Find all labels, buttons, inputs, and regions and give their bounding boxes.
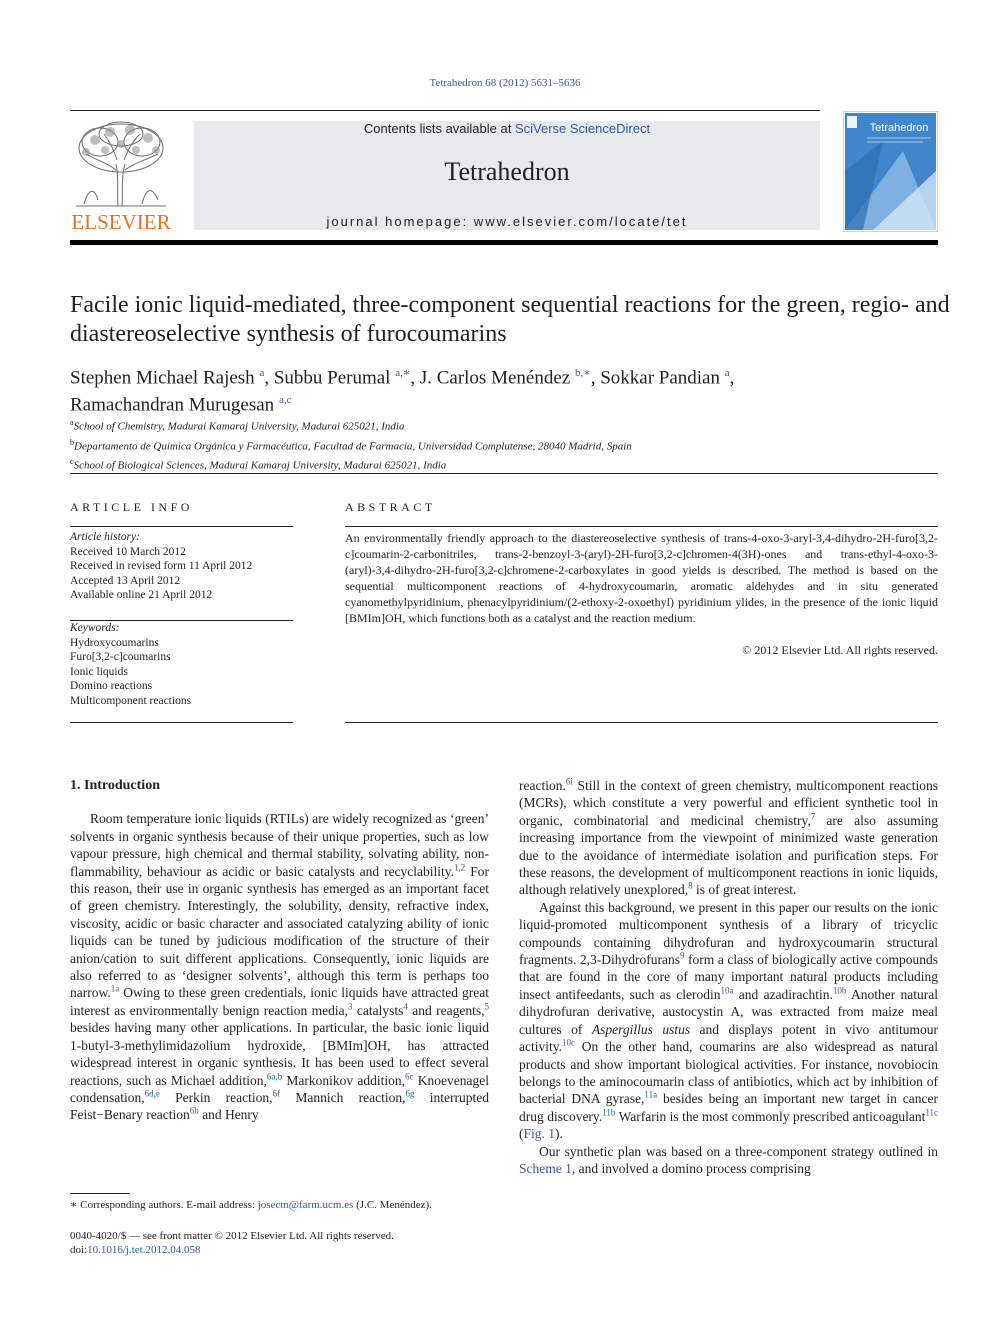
article-info-rule — [70, 526, 293, 527]
citation-ref[interactable]: 1,2 — [454, 862, 466, 873]
history-item: Accepted 13 April 2012 — [70, 574, 181, 587]
front-matter-info — [70, 1229, 500, 1257]
elsevier-wordmark: ELSEVIER — [71, 210, 171, 232]
citation-ref[interactable]: 9 — [680, 950, 685, 961]
citation-ref[interactable]: 5 — [484, 1001, 489, 1012]
doi-line: doi:10.1016/j.tet.2012.04.058 — [70, 1244, 201, 1256]
article-info-rule — [70, 722, 293, 723]
keyword: Domino reactions — [70, 680, 153, 692]
abstract-text: An environmentally friendly approach to the diastereoselective synthesis of trans-4-oxo-3-aryl-3,4-dihydro-2H-furo[3,2-c]coumarin-2-carbonitriles, trans-2-benzoyl-3-(aryl)-2H-furo[3,2-c]chromen-4(3H)-ones and trans-ethyl-4-oxo-3-(aryl)-3,4-dihydro-2H-furo[3,2-c]chromene-2-carboxylates in good yields is described. The method is based on the sequential multicomponent reactions of 4-hydroxycoumarin, aromatic aldehydes and in situ generated cyanomethylpyridinium, phenacylpyridinium/(2-ethoxy-2-oxoethyl) pyridinium ylides, in the presence of the ionic liquid [BMIm]OH, which functions both as a catalyst and the reaction medium. — [345, 531, 938, 625]
email-link[interactable]: josecm@farm.ucm.es — [257, 1199, 354, 1211]
citation-ref[interactable]: 6d,e — [144, 1088, 160, 1099]
keyword: Multicomponent reactions — [70, 694, 192, 707]
keywords-block — [70, 621, 300, 708]
abstract-rule — [345, 526, 938, 527]
citation-ref[interactable]: 10b — [832, 985, 847, 996]
article-title: Facile ionic liquid-mediated, three-component sequential reactions for the green, regio- and diastereoselective synthesis of furocoumarins — [70, 292, 950, 347]
figure-ref-link[interactable]: Fig. 1 — [523, 1126, 556, 1142]
journal-homepage[interactable]: journal homepage: www.elsevier.com/locate/tet — [326, 214, 688, 229]
citation-ref[interactable]: 6h — [189, 1105, 199, 1116]
citation-ref[interactable]: 6a,b — [266, 1071, 283, 1081]
cover-title: Tetrahedron — [869, 122, 929, 134]
author-name[interactable]: J. Carlos Menéndez — [419, 367, 571, 389]
citation-ref[interactable]: 6g — [405, 1088, 415, 1099]
section-rule — [70, 473, 938, 474]
history-item: Available online 21 April 2012 — [70, 589, 213, 601]
citation-ref[interactable]: 3 — [347, 1001, 353, 1012]
body-column-left — [70, 777, 489, 1124]
abstract-heading: ABSTRACT — [345, 500, 436, 514]
author-affil-marker[interactable]: a,c — [278, 394, 292, 407]
citation-ref[interactable]: 11a — [644, 1089, 658, 1100]
journal-citation[interactable]: Tetrahedron 68 (2012) 5631–5636 — [429, 77, 581, 89]
body-column-right — [519, 777, 938, 1177]
body-paragraph: Against this background, we present in this paper our results on the ionic liquid-promoted multicomponent synthesis of a library of tricyclic compounds containing dihydrofuran and hydroxycoumarin structural fragments. 2,3-Dihydrofurans$^9$ form a class of biologically active compounds that are found in the core of many important natural products including insect antifeedants, such as clerodin$^{10a}$ and azadirachtin.$^{10b}$ Another natural dihydrofuran derivative, austocystin A, was extracted from maize meal cultures of Aspergillus ustus and displays potent in vivo antitumour activity.$^{10c}$ On the other hand, coumarins are also widespread as natural products and show important biological activities. For instance, novobiocin belongs to the aminocoumarin class of antibiotics, which act by inhibition of bacterial DNA gyrase,$^{11a}$ besides being an important new target in cancer drug discovery.$^{11b}$ Warfarin is the most commonly prescribed anticoagulant$^{11c}$ (Fig. 1). — [519, 899, 939, 1142]
figure-ref-link[interactable]: Scheme 1 — [519, 1160, 572, 1176]
header-rule — [70, 110, 820, 111]
journal-cover[interactable] — [843, 111, 938, 232]
sciencedirect-link[interactable]: SciVerse ScienceDirect — [514, 121, 651, 136]
history-item: Received 10 March 2012 — [70, 545, 186, 558]
elsevier-tree-icon — [70, 120, 172, 232]
affiliation: $^a$School of Chemistry, Madurai Kamaraj University, Madurai 625021, India — [70, 418, 405, 433]
citation-ref[interactable]: 11b — [602, 1107, 616, 1118]
history-item: Received in revised form 11 April 2012 — [70, 560, 253, 572]
footnote-rule — [70, 1193, 130, 1194]
author-name[interactable]: Subbu Perumal — [273, 367, 391, 389]
journal-banner — [194, 121, 820, 230]
issn-line: 0040-4020/$ — see front matter © 2012 Elsevier Ltd. All rights reserved. — [70, 1230, 394, 1242]
citation-ref[interactable]: 6f — [272, 1088, 281, 1099]
citation-ref[interactable]: 10c — [562, 1037, 575, 1048]
header-thick-rule — [70, 240, 938, 245]
author-name[interactable]: Stephen Michael Rajesh — [70, 367, 255, 389]
citation-ref[interactable]: 4 — [403, 1001, 408, 1012]
abstract-rule — [345, 722, 938, 723]
section-heading-introduction: 1. Introduction — [70, 778, 160, 793]
article-info-heading: ARTICLE INFO — [70, 500, 193, 514]
author-affil-marker[interactable]: a — [259, 367, 265, 379]
citation-ref[interactable]: 6i — [565, 776, 573, 787]
contents-availability: Contents lists available at SciVerse ScienceDirect — [363, 121, 651, 136]
affiliation: $^c$School of Biological Sciences, Madurai Kamaraj University, Madurai 625021, India — [70, 457, 447, 472]
author-affil-marker[interactable]: a — [724, 367, 730, 379]
history-label: Article history: — [70, 531, 140, 543]
affiliation: $^b$Departamento de Química Orgánica y Farmacéutica, Facultad de Farmacia, Universidad Complutense, 28040 Madrid, Spain — [70, 437, 632, 453]
journal-name: Tetrahedron — [444, 157, 570, 186]
citation-ref[interactable]: 1a — [110, 983, 120, 994]
citation-ref[interactable]: 8 — [688, 880, 693, 891]
abstract-copyright: © 2012 Elsevier Ltd. All rights reserved. — [742, 643, 938, 657]
body-paragraph: reaction.$^{6i}$ Still in the context of green chemistry, multicomponent reactions (MCRs), which constitute a very powerful and efficient synthetic tool in organic, combinatorial and medicinal chemistry,$^7$ are also assuming increasing importance from the viewpoint of minimized waste generation due to the avoidance of intermediate isolation and purification steps. For these reasons, the development of multicomponent reactions in ionic liquids, although relatively unexplored,$^8$ is of great interest. — [519, 776, 938, 898]
affiliation-list — [70, 415, 950, 474]
citation-ref[interactable]: 6c — [405, 1071, 414, 1081]
keywords-label: Keywords: — [70, 622, 120, 634]
citation-ref[interactable]: 11c — [925, 1107, 939, 1118]
citation-ref[interactable]: 7 — [810, 811, 816, 822]
author-name[interactable]: Ramachandran Murugesan — [70, 394, 275, 416]
journal-cover-image — [843, 111, 938, 232]
keyword: Furo[3,2-c]coumarins — [70, 651, 171, 663]
keyword: Ionic liquids — [70, 665, 128, 678]
article-history — [70, 530, 300, 603]
keyword: Hydroxycoumarins — [70, 636, 159, 649]
doi-link[interactable]: 10.1016/j.tet.2012.04.058 — [87, 1244, 201, 1256]
author-affil-marker[interactable]: a,∗ — [395, 367, 411, 379]
author-affil-marker[interactable]: b,∗ — [574, 367, 591, 379]
body-paragraph: Room temperature ionic liquids (RTILs) are widely recognized as ‘green’ solvents in organic synthesis because of their unique properties, such as low vapour pressure, high chemical and thermal stability, solvating ability, non-flammability, behaviour as acidic or basic catalysts and recyclability.$^{1,2}$ For this reason, their use in organic synthesis has emerged as an important facet of green chemistry. Interestingly, the solubility, density, refractive index, viscosity, acidic or basic character and associated catalyzing ability of ionic liquids can be tuned by judicious modification of the structure of their anion/cation to suit different applications. Consequently, ionic liquids are also referred to as ‘designer solvents’, although this term is perhaps too narrow.$^{1a}$ Owing to these green credentials, ionic liquids have attracted great interest as environmentally benign reaction media,$^3$ catalysts$^4$ and reagents,$^5$ besides having many other applications. In particular, the basic ionic liquid 1-butyl-3-methylimidazolium hydroxide, [BMIm]OH, has attracted widespread interest in organic synthesis. It has been used to effect several reactions, such as Michael addition,$^{6a,b}$ Markonikov addition,$^{6c}$ Knoevenagel condensation,$^{6d,e}$ Perkin reaction,$^{6f}$ Mannich reaction,$^{6g}$ interrupted Feist−Benary reaction$^{6h}$ and Henry — [70, 811, 489, 1123]
citation-ref[interactable]: 10a — [720, 985, 734, 996]
corresponding-author-footnote: ∗ Corresponding authors. E-mail address: josecm@farm.ucm.es (J.C. Menéndez). — [70, 1199, 432, 1211]
author-list: Stephen Michael Rajesh $^a$, Subbu Perumal $^{a,∗}$, J. Carlos Menéndez $^{b,∗}$, Sokkar Pandian $^a$, Ramachandran Murugesan $^{a,c}$ — [70, 367, 735, 416]
elsevier-logo[interactable] — [70, 120, 172, 232]
author-name[interactable]: Sokkar Pandian — [600, 367, 720, 389]
body-paragraph: Our synthetic plan was based on a three-component strategy outlined in Scheme 1, and involved a domino process comprising — [519, 1143, 938, 1176]
